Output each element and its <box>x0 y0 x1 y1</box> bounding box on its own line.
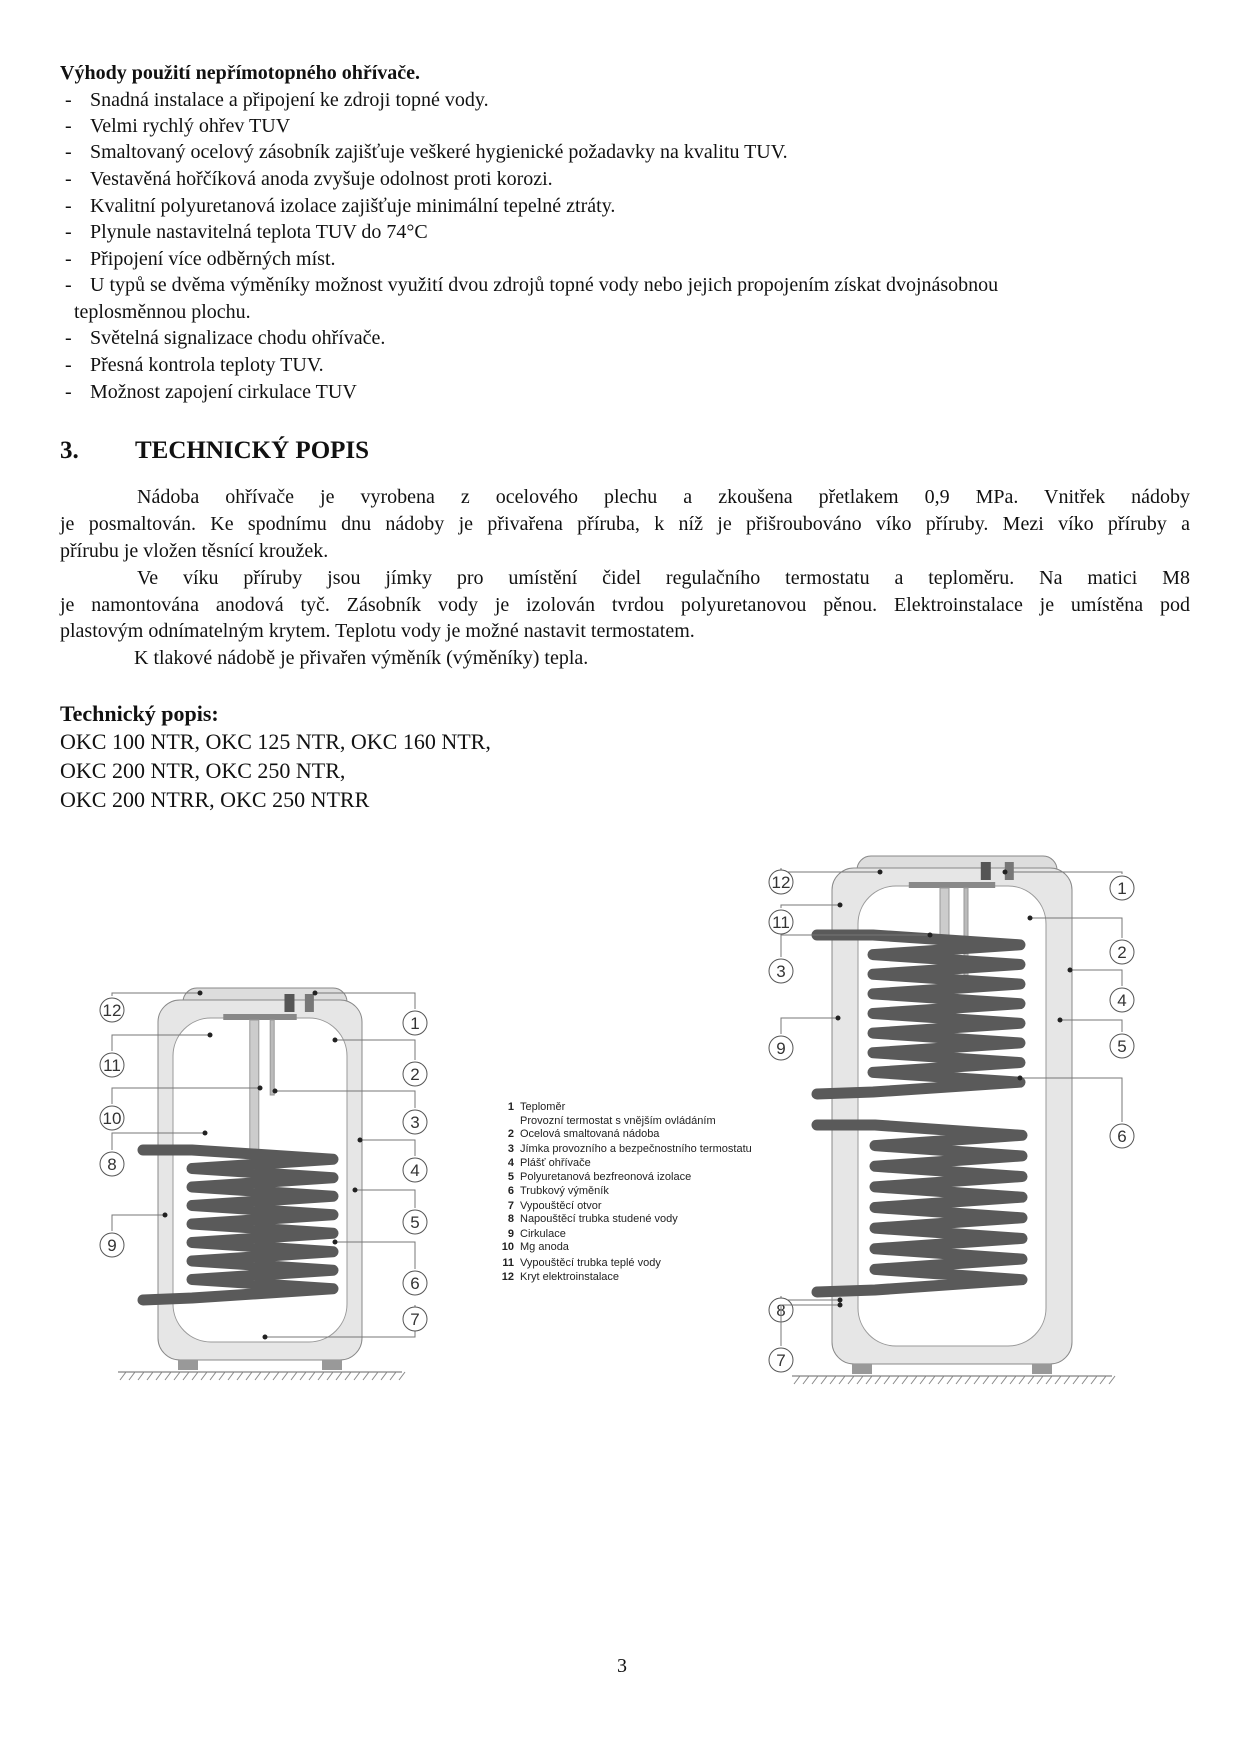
ground-hatch <box>1028 1376 1034 1384</box>
callout-dot <box>273 1089 278 1094</box>
section-number: 3. <box>60 437 79 464</box>
ground-hatch <box>1100 1376 1106 1384</box>
legend-item <box>498 1271 619 1284</box>
callout-dot <box>333 1240 338 1245</box>
ground-hatch <box>1073 1376 1079 1384</box>
callout-number: 2 <box>410 1065 420 1084</box>
callout-number: 3 <box>776 962 786 981</box>
bullet-dash: - <box>65 354 72 376</box>
ground-hatch <box>210 1372 216 1380</box>
advantage-item: Přesná kontrola teploty TUV. <box>90 354 324 376</box>
model-line: OKC 200 NTRR, OKC 250 NTRR <box>60 787 370 812</box>
callout-number: 5 <box>410 1213 420 1232</box>
ground-hatch <box>264 1372 270 1380</box>
callout-dot <box>208 1033 213 1038</box>
ground-hatch <box>336 1372 342 1380</box>
legend-text: Plášť ohřívače <box>520 1157 591 1169</box>
callout-leader <box>112 1215 165 1231</box>
callout-dot <box>1003 870 1008 875</box>
advantage-item-continuation: teplosměnnou plochu. <box>74 301 251 323</box>
callout-number: 4 <box>410 1161 420 1180</box>
callout-leader <box>781 905 840 908</box>
callout-dot <box>1068 968 1073 973</box>
ground-hatch <box>839 1376 845 1384</box>
ground-hatch <box>327 1372 333 1380</box>
advantage-item: Kvalitní polyuretanová izolace zajišťuje minimální tepelné ztráty. <box>90 195 616 217</box>
callout-number: 1 <box>1117 879 1127 898</box>
ground-hatch <box>794 1376 800 1384</box>
callout-dot <box>313 991 318 996</box>
ground-hatch <box>821 1376 827 1384</box>
callout-dot <box>198 991 203 996</box>
callout-dot <box>258 1086 263 1091</box>
tech-title: Technický popis: <box>60 701 219 726</box>
callout-number: 7 <box>410 1310 420 1329</box>
ground-hatch <box>1019 1376 1025 1384</box>
callout-leader <box>355 1190 415 1208</box>
legend-number: 12 <box>501 1271 514 1283</box>
callout-leader <box>1070 970 1122 986</box>
ground-hatch <box>255 1372 261 1380</box>
legend-item <box>498 1115 716 1128</box>
legend-item <box>498 1101 565 1114</box>
legend-number: 8 <box>507 1213 514 1225</box>
diagram-single-coil <box>100 988 427 1380</box>
paragraph-line: přírubu je vložen těsnící kroužek. <box>60 540 329 562</box>
advantage-item: Vestavěná hořčíková anoda zvyšuje odolnost proti korozi. <box>90 168 553 190</box>
diagram-double-coil <box>769 856 1134 1384</box>
callout-leader <box>360 1140 415 1156</box>
callout-number: 6 <box>410 1274 420 1293</box>
callout-dot <box>838 903 843 908</box>
paragraph-line: Nádoba ohřívače je vyrobena z ocelového plechu a zkoušena přetlakem 0,9 MPa. Vnitřek nádoby <box>137 486 1190 508</box>
ground-hatch <box>848 1376 854 1384</box>
legend-item <box>498 1213 678 1226</box>
model-line: OKC 100 NTR, OKC 125 NTR, OKC 160 NTR, <box>60 729 491 754</box>
ground-hatch <box>866 1376 872 1384</box>
page-number: 3 <box>617 1655 627 1677</box>
legend-text: Vypouštěcí trubka teplé vody <box>520 1257 661 1269</box>
ground-hatch <box>138 1372 144 1380</box>
ground-hatch <box>354 1372 360 1380</box>
legend-text: Ocelová smaltovaná nádoba <box>520 1128 660 1140</box>
ground-hatch <box>911 1376 917 1384</box>
bullet-dash: - <box>65 115 72 137</box>
ground-hatch <box>120 1372 126 1380</box>
legend-number: 2 <box>507 1128 514 1140</box>
bullet-dash: - <box>65 327 72 349</box>
legend-text: Jímka provozního a bezpečnostního termostatu <box>520 1143 752 1155</box>
advantage-item: Plynule nastavitelná teplota TUV do 74°C <box>90 221 428 243</box>
legend-text: Vypouštěcí otvor <box>520 1200 602 1212</box>
advantage-item: U typů se dvěma výměníky možnost využití dvou zdrojů topné vody nebo jejich propojením získat dvojnásobnou <box>90 274 999 296</box>
ground-hatch <box>183 1372 189 1380</box>
callout-dot <box>928 933 933 938</box>
ground-hatch <box>1001 1376 1007 1384</box>
ground-hatch <box>947 1376 953 1384</box>
callout-dot <box>838 1303 843 1308</box>
bullet-dash: - <box>65 248 72 270</box>
legend-number: 4 <box>507 1157 514 1169</box>
bullet-dash: - <box>65 221 72 243</box>
bullet-dash: - <box>65 168 72 190</box>
legend-item <box>498 1157 591 1170</box>
callout-dot <box>353 1188 358 1193</box>
mg-anode <box>250 1020 259 1170</box>
legend-item <box>498 1128 659 1141</box>
ground-hatch <box>291 1372 297 1380</box>
callout-number: 1 <box>410 1014 420 1033</box>
legend-number: 3 <box>507 1143 514 1155</box>
ground-hatch <box>390 1372 396 1380</box>
ground-hatch <box>1055 1376 1061 1384</box>
callout-dot <box>1028 916 1033 921</box>
legend-text: Mg anoda <box>520 1241 569 1253</box>
callout-number: 10 <box>102 1109 122 1128</box>
legend-item <box>498 1143 752 1156</box>
thermostat <box>284 994 294 1012</box>
callout-number: 11 <box>772 913 790 932</box>
legend-text: Trubkový výměník <box>520 1185 609 1197</box>
callout-number: 5 <box>1117 1037 1127 1056</box>
bullet-dash: - <box>65 195 72 217</box>
callout-dot <box>838 1298 843 1303</box>
ground-hatch <box>983 1376 989 1384</box>
ground-hatch <box>1091 1376 1097 1384</box>
legend-item <box>498 1228 566 1241</box>
ground-hatch <box>1109 1376 1115 1384</box>
callout-dot <box>1018 1076 1023 1081</box>
legend-text: Polyuretanová bezfreonová izolace <box>520 1171 692 1183</box>
paragraph-line: K tlakové nádobě je přivařen výměník (výměníky) tepla. <box>134 647 589 669</box>
callout-number: 9 <box>107 1236 117 1255</box>
callout-dot <box>836 1016 841 1021</box>
thermometer <box>305 994 314 1012</box>
ground-hatch <box>1064 1376 1070 1384</box>
advantage-item: Světelná signalizace chodu ohřívače. <box>90 327 386 349</box>
flange <box>909 882 995 888</box>
ground-hatch <box>201 1372 207 1380</box>
callout-dot <box>263 1335 268 1340</box>
legend-number: 1 <box>507 1101 514 1113</box>
foot <box>1032 1364 1052 1374</box>
ground-hatch <box>174 1372 180 1380</box>
bullet-dash: - <box>65 274 72 296</box>
legend-item <box>498 1171 691 1184</box>
callout-number: 2 <box>1117 943 1127 962</box>
callout-number: 12 <box>771 873 791 892</box>
legend-number: 7 <box>507 1200 514 1212</box>
ground-hatch <box>282 1372 288 1380</box>
advantages-title: Výhody použití nepřímotopného ohřívače. <box>60 62 421 84</box>
callout-number: 8 <box>776 1301 786 1320</box>
callout-number: 6 <box>1117 1127 1127 1146</box>
callout-dot <box>1058 1018 1063 1023</box>
legend-text: Teploměr <box>520 1101 566 1113</box>
callout-number: 11 <box>103 1056 121 1075</box>
legend-number: 9 <box>507 1228 514 1240</box>
legend-number: 6 <box>507 1185 514 1197</box>
legend-item <box>498 1241 569 1254</box>
callout-dot <box>163 1213 168 1218</box>
ground-hatch <box>381 1372 387 1380</box>
legend-text: Kryt elektroinstalace <box>520 1271 620 1283</box>
ground-hatch <box>318 1372 324 1380</box>
callout-dot <box>358 1138 363 1143</box>
bullet-dash: - <box>65 381 72 403</box>
ground-hatch <box>345 1372 351 1380</box>
legend-item <box>498 1185 609 1198</box>
paragraph-line: Ve víku příruby jsou jímky pro umístění čidel regulačního termostatu a teploměru. Na matici M8 <box>137 567 1190 589</box>
ground-hatch <box>965 1376 971 1384</box>
legend-number: 5 <box>507 1171 514 1183</box>
callout-number: 3 <box>410 1113 420 1132</box>
ground-hatch <box>237 1372 243 1380</box>
ground-hatch <box>147 1372 153 1380</box>
ground-hatch <box>273 1372 279 1380</box>
callout-dot <box>878 870 883 875</box>
callout-number: 4 <box>1117 991 1127 1010</box>
ground-hatch <box>884 1376 890 1384</box>
callout-number: 12 <box>102 1001 122 1020</box>
foot <box>322 1360 342 1370</box>
ground-hatch <box>902 1376 908 1384</box>
thermostat-well <box>270 1020 274 1095</box>
foot <box>178 1360 198 1370</box>
ground-hatch <box>1037 1376 1043 1384</box>
ground-hatch <box>363 1372 369 1380</box>
ground-hatch <box>803 1376 809 1384</box>
ground-hatch <box>228 1372 234 1380</box>
ground-hatch <box>372 1372 378 1380</box>
ground-hatch <box>219 1372 225 1380</box>
thermostat <box>981 862 991 880</box>
paragraph-line: je namontována anodová tyč. Zásobník vody je izolován tvrdou polyuretanovou pěnou. Elektroinstalace je umístěna pod <box>60 594 1190 616</box>
ground-hatch <box>1046 1376 1052 1384</box>
advantage-item: Smaltovaný ocelový zásobník zajišťuje veškeré hygienické požadavky na kvalitu TUV. <box>90 141 788 163</box>
ground-hatch <box>812 1376 818 1384</box>
ground-hatch <box>938 1376 944 1384</box>
callout-number: 7 <box>776 1351 786 1370</box>
advantage-item: Velmi rychlý ohřev TUV <box>90 115 291 137</box>
legend-item <box>498 1257 661 1270</box>
bullet-dash: - <box>65 89 72 111</box>
ground-hatch <box>300 1372 306 1380</box>
ground-hatch <box>875 1376 881 1384</box>
flange <box>223 1014 296 1020</box>
callout-dot <box>333 1038 338 1043</box>
ground-hatch <box>929 1376 935 1384</box>
ground-hatch <box>920 1376 926 1384</box>
callout-dot <box>203 1131 208 1136</box>
ground-hatch <box>956 1376 962 1384</box>
legend-item <box>498 1200 602 1213</box>
ground-hatch <box>192 1372 198 1380</box>
advantage-item: Připojení více odběrných míst. <box>90 248 336 270</box>
advantage-item: Snadná instalace a připojení ke zdroji topné vody. <box>90 89 489 111</box>
ground-hatch <box>893 1376 899 1384</box>
legend-text: Napouštěcí trubka studené vody <box>520 1213 678 1225</box>
ground-hatch <box>309 1372 315 1380</box>
ground-hatch <box>246 1372 252 1380</box>
ground-hatch <box>165 1372 171 1380</box>
section-title: TECHNICKÝ POPIS <box>135 437 370 464</box>
ground-hatch <box>857 1376 863 1384</box>
advantage-item: Možnost zapojení cirkulace TUV <box>90 381 357 403</box>
legend-number: 11 <box>502 1257 514 1269</box>
paragraph-line: je posmaltován. Ke spodnímu dnu nádoby je přivařena příruba, k níž je přišroubováno víko příruby. Mezi víko příruby a <box>60 513 1190 535</box>
model-line: OKC 200 NTR, OKC 250 NTR, <box>60 758 346 783</box>
ground-hatch <box>1010 1376 1016 1384</box>
ground-hatch <box>1082 1376 1088 1384</box>
callout-number: 8 <box>107 1155 117 1174</box>
callout-leader <box>781 1018 838 1034</box>
ground-hatch <box>992 1376 998 1384</box>
ground-hatch <box>830 1376 836 1384</box>
legend-number: 10 <box>501 1241 514 1253</box>
bullet-dash: - <box>65 141 72 163</box>
legend-text: Provozní termostat s vnějším ovládáním <box>520 1115 716 1127</box>
ground-hatch <box>129 1372 135 1380</box>
callout-number: 9 <box>776 1039 786 1058</box>
ground-hatch <box>974 1376 980 1384</box>
ground-hatch <box>156 1372 162 1380</box>
foot <box>852 1364 872 1374</box>
ground-hatch <box>399 1372 405 1380</box>
paragraph-line: plastovým odnímatelným krytem. Teplotu vody je možné nastavit termostatem. <box>60 620 695 642</box>
legend-text: Cirkulace <box>520 1228 566 1240</box>
